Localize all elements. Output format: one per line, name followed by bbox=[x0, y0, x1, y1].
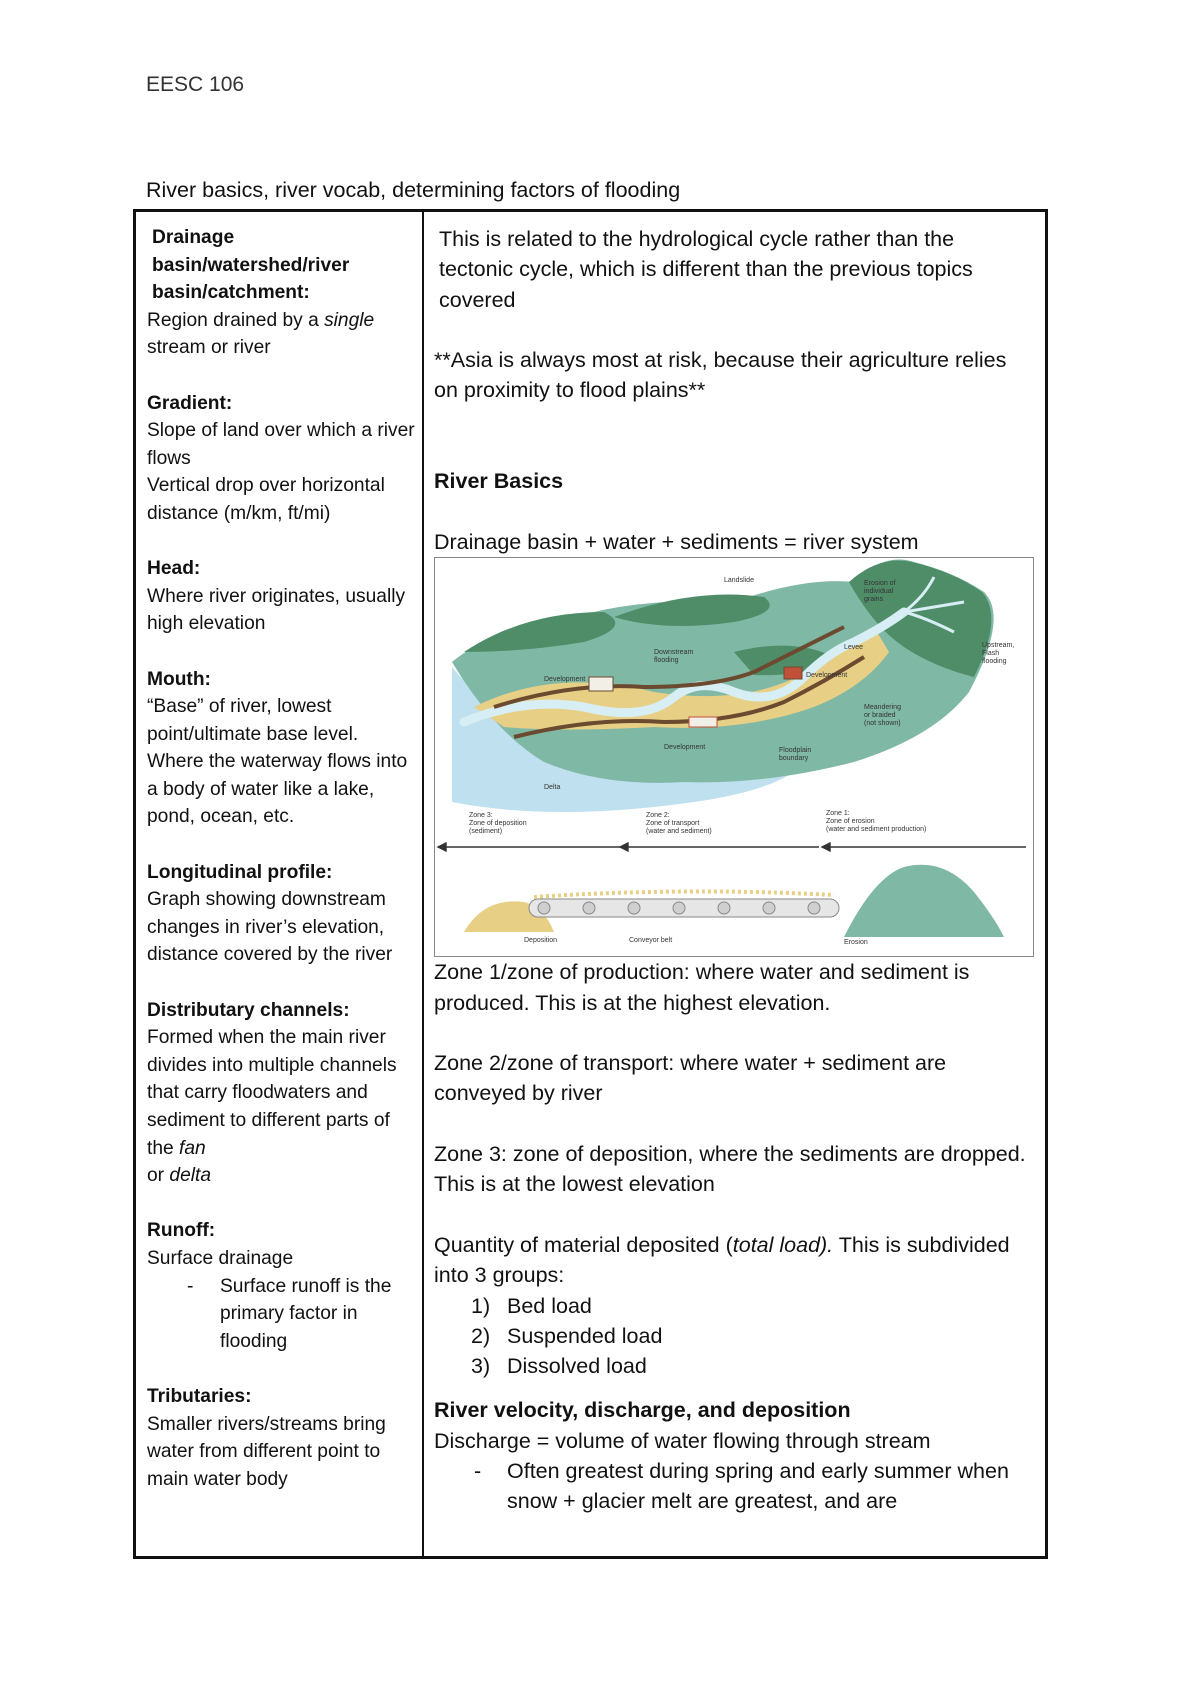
definition-text: Region drained by a bbox=[147, 309, 325, 331]
definition-mouth: “Base” of river, lowest point/ultimate base level. Where the waterway flows into a body of water like a lake, pond, ocean, etc. bbox=[147, 696, 408, 828]
development-building bbox=[689, 717, 717, 727]
discharge-bullet bbox=[434, 1456, 1034, 1517]
definition-tributaries: Smaller rivers/streams bring water from different point to main water body bbox=[147, 1413, 386, 1490]
definition-distributary-channels bbox=[147, 1024, 417, 1190]
vocab-column bbox=[147, 224, 417, 1493]
definition-gradient-2: Vertical drop over horizontal distance (m/km, ft/mi) bbox=[147, 475, 385, 524]
notes-column bbox=[434, 224, 1034, 1517]
emphasis-fan: fan bbox=[179, 1137, 206, 1159]
dash-bullet: - bbox=[474, 1459, 482, 1484]
asia-note: **Asia is always most at risk, because their agriculture relies on proximity to flood plains** bbox=[434, 348, 1007, 403]
term-gradient: Gradient: bbox=[147, 392, 233, 414]
bullet-text: Often greatest during spring and early summer when snow + glacier melt are greatest, and are bbox=[507, 1459, 1009, 1514]
river-zones-diagram bbox=[434, 557, 1034, 957]
zone-1-note: Zone 1/zone of production: where water and sediment is produced. This is at the highest elevation. bbox=[434, 960, 970, 1015]
load-item bbox=[434, 1351, 1034, 1381]
development-building bbox=[589, 677, 613, 691]
list-number: 2) bbox=[471, 1323, 491, 1348]
label-deposition: Deposition bbox=[524, 937, 558, 945]
load-label: Suspended load bbox=[507, 1323, 663, 1348]
zone-3-note: Zone 3: zone of deposition, where the sediments are dropped. This is at the lowest elevation bbox=[434, 1142, 1026, 1197]
label-downstream: Downstream flooding bbox=[654, 649, 694, 665]
term-tributaries: Tributaries: bbox=[147, 1385, 252, 1407]
label-erosion-grains: Erosion of individual grains bbox=[864, 580, 896, 604]
bullet-text: Surface runoff is the primary factor in flooding bbox=[220, 1275, 392, 1352]
development-building bbox=[784, 667, 802, 679]
label-development-3: Development bbox=[664, 744, 706, 752]
term-distributary-channels: Distributary channels: bbox=[147, 999, 350, 1021]
definition-text: Formed when the main river divides into multiple channels that carry floodwaters and sediment to different parts of the bbox=[147, 1027, 397, 1159]
note-text: This is subdivided into 3 groups: bbox=[434, 1232, 1010, 1288]
definition-text: or bbox=[147, 1165, 170, 1187]
list-number: 3) bbox=[471, 1354, 491, 1379]
label-zone-1: Zone 1: Zone of erosion (water and sediment production) bbox=[826, 810, 927, 834]
label-landslide: Landslide bbox=[724, 577, 754, 585]
notes-table bbox=[133, 209, 1048, 1559]
label-floodplain: Floodplain boundary bbox=[779, 747, 812, 763]
term-runoff: Runoff: bbox=[147, 1220, 216, 1242]
definition-longitudinal-profile: Graph showing downstream changes in river’s elevation, distance covered by the river bbox=[147, 889, 393, 966]
label-zone-3: Zone 3: Zone of deposition (sediment) bbox=[469, 812, 527, 836]
load-label: Bed load bbox=[507, 1293, 592, 1318]
label-development-2: Development bbox=[806, 672, 848, 680]
definition-text: stream or river bbox=[147, 337, 271, 359]
velocity-heading: River velocity, discharge, and deposition bbox=[434, 1398, 851, 1423]
label-development-1: Development bbox=[544, 676, 586, 684]
label-erosion: Erosion bbox=[844, 939, 868, 947]
label-meandering: Meandering or braided (not shown) bbox=[864, 704, 901, 728]
emphasis-total-load: total load). bbox=[732, 1232, 834, 1257]
dash-bullet: - bbox=[187, 1275, 194, 1297]
course-code: EESC 106 bbox=[146, 73, 245, 96]
label-zone-2: Zone 2: Zone of transport (water and sediment) bbox=[646, 812, 712, 836]
load-item bbox=[434, 1321, 1034, 1351]
river-system-equation: Drainage basin + water + sediments = river system bbox=[434, 529, 919, 554]
river-basics-heading: River Basics bbox=[434, 469, 564, 494]
definition-head: Where river originates, usually high elevation bbox=[147, 585, 406, 635]
label-upstream: Upstream, Flash flooding bbox=[982, 642, 1015, 666]
label-conveyor: Conveyor belt bbox=[629, 937, 673, 945]
zone-2-note: Zone 2/zone of transport: where water + sediment are conveyed by river bbox=[434, 1051, 947, 1106]
column-divider bbox=[422, 212, 424, 1556]
definition-runoff: Surface drainage bbox=[147, 1247, 294, 1269]
total-load-note bbox=[434, 1230, 1034, 1291]
emphasis-delta: delta bbox=[169, 1165, 212, 1187]
note-text: Quantity of material deposited ( bbox=[434, 1232, 733, 1257]
runoff-bullet bbox=[147, 1273, 417, 1356]
term-drainage-basin: Drainage basin/watershed/river basin/catchment: bbox=[152, 227, 350, 304]
label-levee: Levee bbox=[844, 644, 864, 652]
definition-gradient-1: Slope of land over which a river flows bbox=[147, 420, 415, 469]
emphasis-single: single bbox=[324, 309, 375, 331]
list-number: 1) bbox=[471, 1293, 491, 1318]
load-item bbox=[434, 1291, 1034, 1321]
label-delta: Delta bbox=[544, 784, 561, 792]
load-label: Dissolved load bbox=[507, 1354, 647, 1379]
definition-drainage-basin bbox=[147, 307, 417, 362]
term-head: Head: bbox=[147, 558, 201, 580]
intro-paragraph: This is related to the hydrological cycle rather than the tectonic cycle, which is different than the previous topics covered bbox=[439, 227, 973, 312]
document-title: River basics, river vocab, determining factors of flooding bbox=[146, 178, 681, 202]
term-mouth: Mouth: bbox=[147, 668, 211, 690]
river-system-figure bbox=[434, 557, 1034, 957]
discharge-definition: Discharge = volume of water flowing through stream bbox=[434, 1428, 931, 1453]
term-longitudinal-profile: Longitudinal profile: bbox=[147, 861, 333, 883]
